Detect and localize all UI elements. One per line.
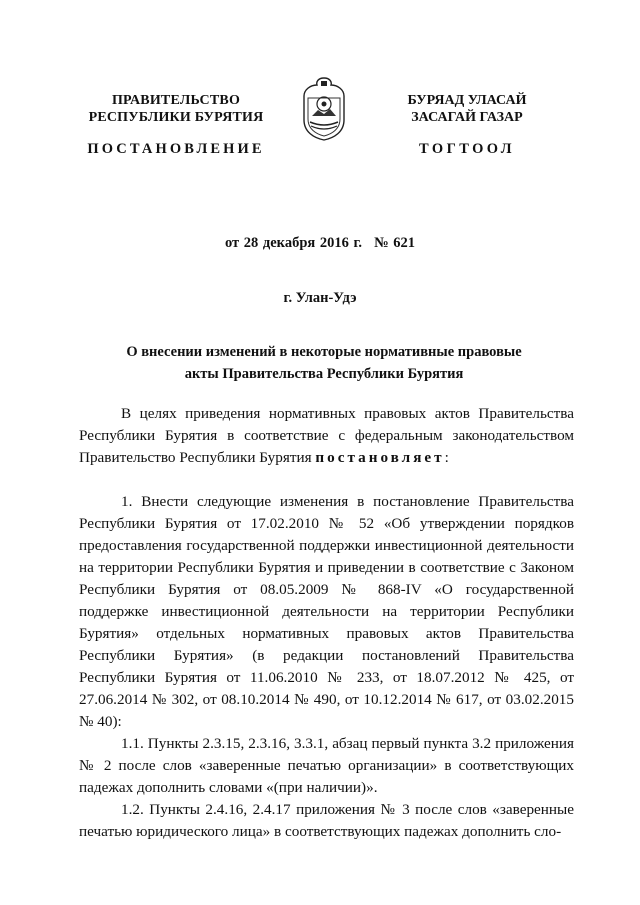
org-name-buryat	[372, 92, 562, 126]
org-name-russian	[78, 92, 274, 126]
preamble-action: постановляет	[315, 449, 445, 466]
document-date: от 28 декабря 2016 г.	[224, 235, 363, 251]
document-body	[79, 403, 574, 843]
document-number: № 621	[374, 235, 416, 251]
document-city: г. Улан-Удэ	[283, 290, 357, 306]
doc-type-buryat: ТОГТООЛ	[419, 141, 515, 157]
org-name-line: БУРЯАД УЛАСАЙ	[407, 93, 527, 108]
item-1-paragraph: 1. Внести следующие изменения в постановление Правительства Республики Бурятия от 17.02.2010 № 52 «Об утверждении порядков предоставления государственной поддержки инвестиционной деятельности на территории Республики Бурятия и приведении в соответствие с Законом Республики Бурятия от 08.05.2009 № 868-IV «О государственной поддержке инвестиционной деятельности на территории Республики Бурятия» отдельных нормативных правовых актов Правительства Республики Бурятия» (в редакции постановлений Правительства Республики Бурятия от 11.06.2010 № 233, от 18.07.2012 № 425, от 27.06.2014 № 302, от 08.10.2014 № 490, от 10.12.2014 № 617, от 03.02.2015 № 40):	[79, 493, 574, 730]
preamble-text: В целях приведения нормативных правовых актов Правительства Республики Бурятия в соответствие с федеральным законодательством Правительство Республики Бурятия	[79, 405, 574, 466]
title-line: акты Правительства Республики Бурятия	[184, 366, 464, 382]
doc-type-russian: ПОСТАНОВЛЕНИЕ	[87, 141, 265, 157]
preamble-end: :	[444, 449, 449, 466]
coat-of-arms-emblem	[298, 76, 350, 142]
document-date-number	[0, 235, 640, 252]
org-name-line: ЗАСАГАЙ ГАЗАР	[411, 110, 523, 125]
item-1-1-paragraph: 1.1. Пункты 2.3.15, 2.3.16, 3.3.1, абзац первый пункта 3.2 приложения № 2 после слов «заверенные печатью организации» в соответствующих падежах дополнить словами «(при наличии)».	[79, 735, 574, 796]
org-name-line: ПРАВИТЕЛЬСТВО	[111, 93, 241, 108]
document-title	[80, 341, 568, 385]
preamble-paragraph	[79, 403, 574, 469]
title-line: О внесении изменений в некоторые нормативные правовые	[126, 344, 522, 360]
item-1-2-paragraph: 1.2. Пункты 2.4.16, 2.4.17 приложения № 3 после слов «заверенные печатью юридического лица» в соответствующих падежах дополнить сло-	[79, 801, 574, 840]
org-name-line: РЕСПУБЛИКИ БУРЯТИЯ	[88, 110, 264, 125]
